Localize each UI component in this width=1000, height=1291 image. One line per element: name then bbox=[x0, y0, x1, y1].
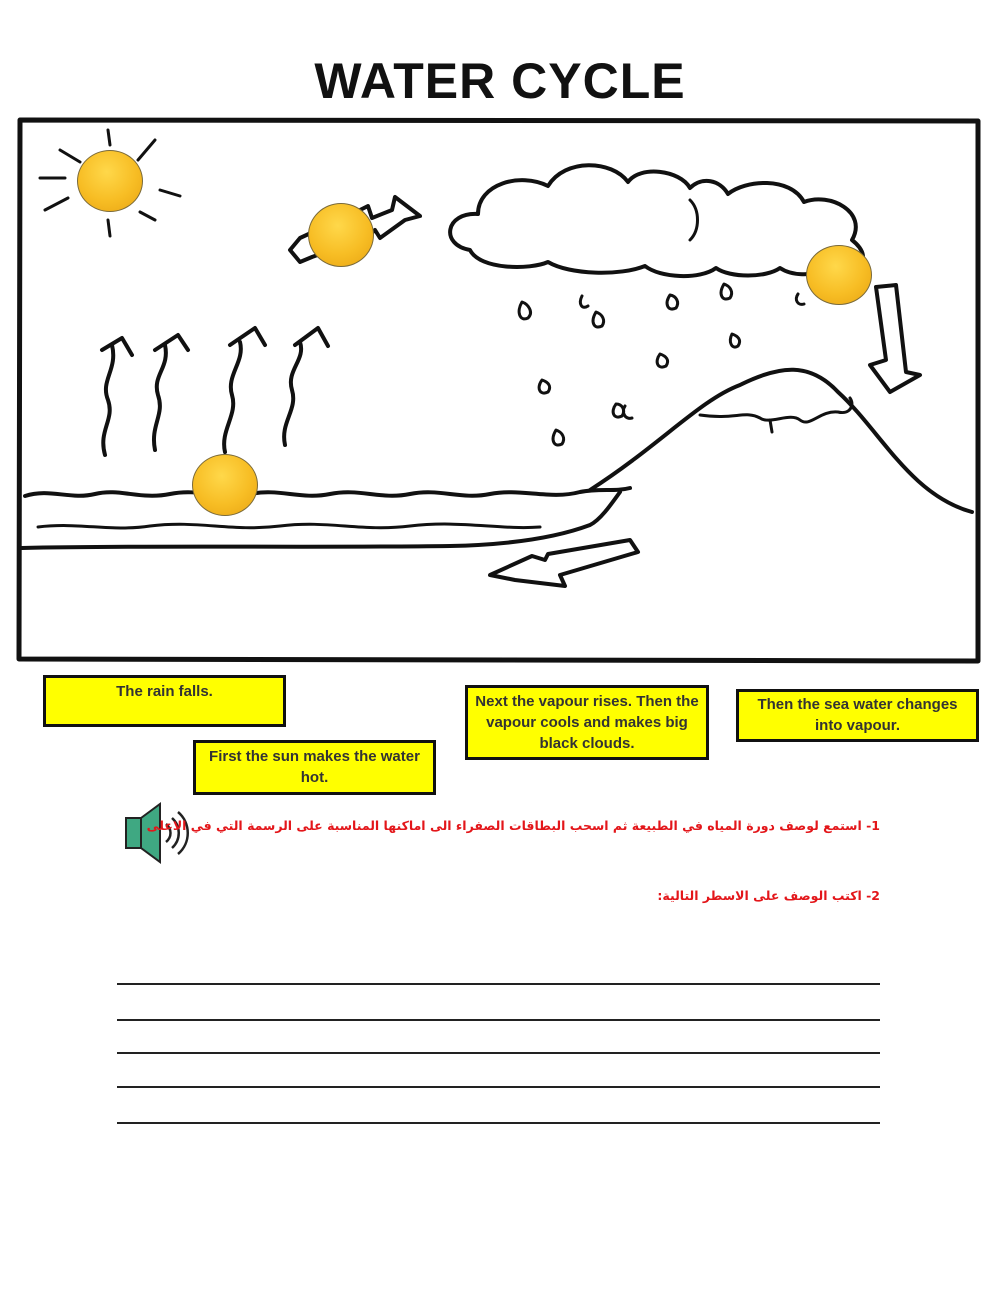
card-sun-hot[interactable]: First the sun makes the water hot. bbox=[193, 740, 436, 795]
mountain bbox=[590, 370, 972, 512]
page-title: WATER CYCLE bbox=[314, 53, 686, 109]
instruction-step-1: 1- استمع لوصف دورة المياه في الطبيعة ثم اسحب البطاقات الصفراء الى اماكنها المناسبة على الرسمة التي في الاعلى bbox=[146, 818, 880, 833]
shore bbox=[22, 492, 620, 548]
drop-target-cloud[interactable] bbox=[806, 245, 872, 305]
instruction-step-2: 2- اكتب الوصف على الاسطر التالية: bbox=[657, 888, 880, 903]
drop-target-sun[interactable] bbox=[77, 150, 143, 212]
answer-line-2[interactable] bbox=[117, 1019, 880, 1021]
answer-line-1[interactable] bbox=[117, 983, 880, 985]
answer-line-5[interactable] bbox=[117, 1122, 880, 1124]
drop-target-sea[interactable] bbox=[192, 454, 258, 516]
card-vapour-rises[interactable]: Next the vapour rises. Then the vapour cools and makes big black clouds. bbox=[465, 685, 709, 760]
raindrop-icon bbox=[519, 284, 804, 445]
answer-line-3[interactable] bbox=[117, 1052, 880, 1054]
speaker-icon[interactable] bbox=[118, 796, 198, 870]
sea-surface bbox=[25, 488, 630, 496]
card-rain-falls[interactable]: The rain falls. bbox=[43, 675, 286, 727]
card-sea-vapour[interactable]: Then the sea water changes into vapour. bbox=[736, 689, 979, 742]
cloud-icon bbox=[450, 165, 863, 276]
drop-target-arrow[interactable] bbox=[308, 203, 374, 267]
answer-line-4[interactable] bbox=[117, 1086, 880, 1088]
arrow-icon bbox=[490, 540, 638, 586]
